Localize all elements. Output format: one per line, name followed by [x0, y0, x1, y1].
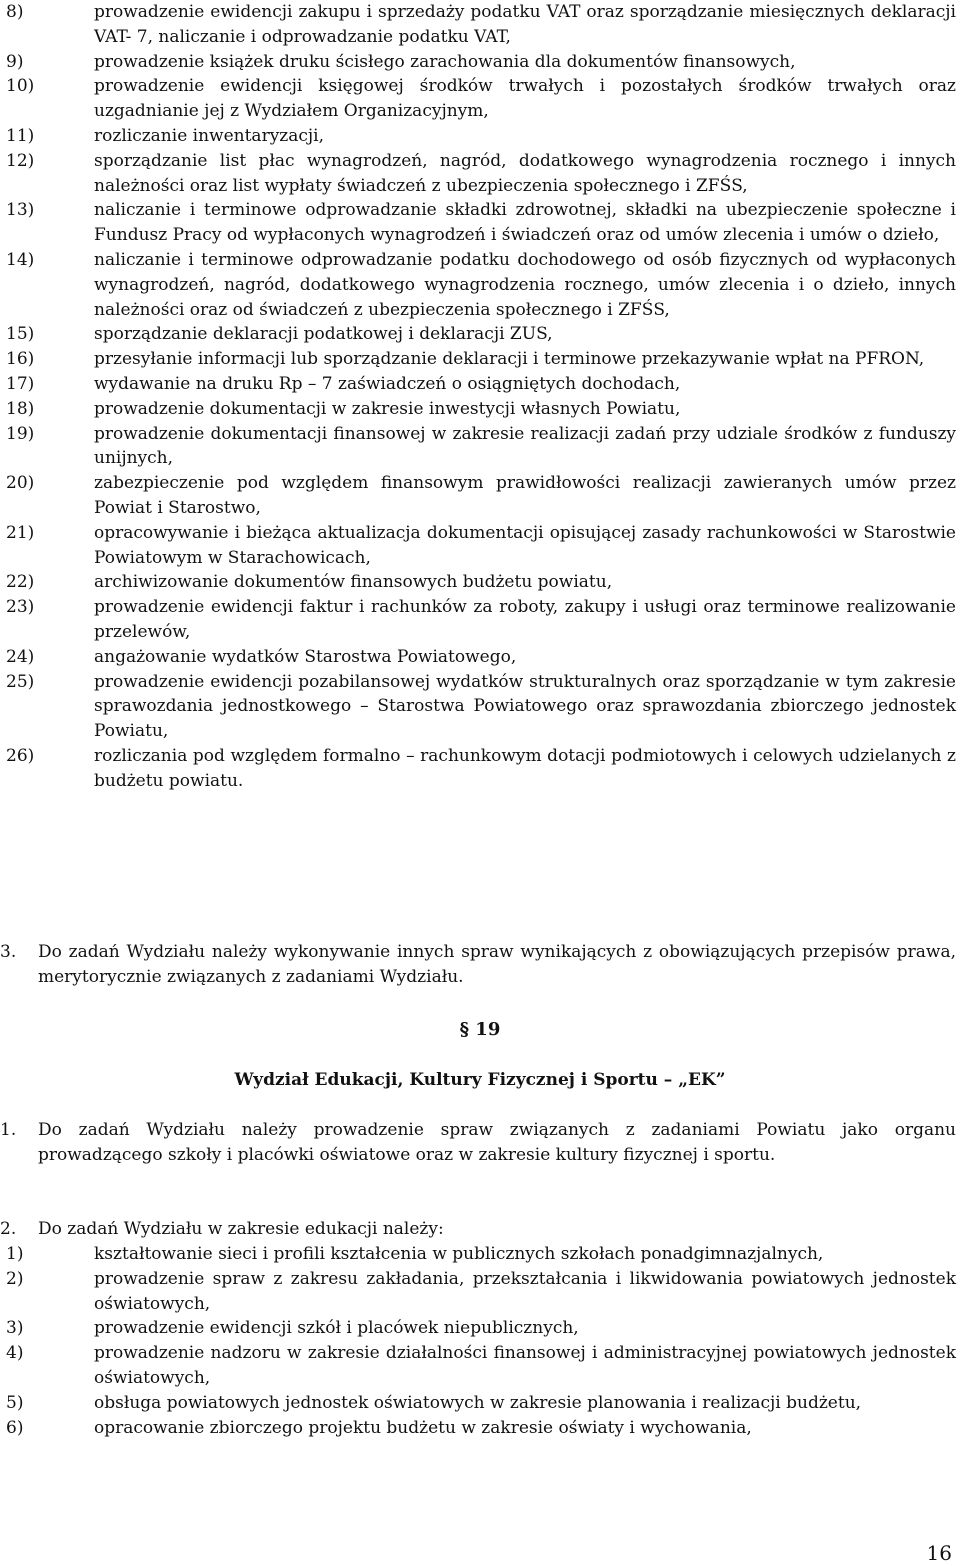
- list-item: [0, 50, 956, 75]
- list-item-text: przesyłanie informacji lub sporządzanie deklaracji i terminowe przekazywanie wpłat na PFRON,: [94, 349, 925, 370]
- list-item-number: 10): [6, 76, 35, 97]
- list-item: [0, 471, 956, 521]
- list-item: [0, 74, 956, 124]
- list-item-text: opracowanie zbiorczego projektu budżetu w zakresie oświaty i wychowania,: [94, 1417, 752, 1438]
- list-item-text: wydawanie na druku Rp – 7 zaświadczeń o osiągniętych dochodach,: [94, 373, 681, 394]
- list-item-number: 1): [6, 1244, 24, 1264]
- list-item: [0, 372, 956, 397]
- list-item-number: 19): [6, 423, 35, 444]
- list-item-text: naliczanie i terminowe odprowadzanie podatku dochodowego od osób fizycznych od wypłaconych wynagrodzeń, nagród, dodatkowego wynagrodzenia rocznego, umów zlecenia i o dzieło, innych należności oraz od świadczeń z ubezpieczenia społecznego i ZFŚS,: [94, 249, 956, 320]
- list-item: [0, 521, 956, 571]
- list-item: [0, 0, 956, 50]
- list-item-number: 25): [6, 671, 35, 692]
- list-item-text: prowadzenie ewidencji faktur i rachunków za roboty, zakupy i usługi oraz terminowe realizowanie przelewów,: [94, 597, 956, 642]
- list-item-number: 15): [6, 324, 35, 345]
- paragraph-text: Do zadań Wydziału należy wykonywanie innych spraw wynikających z obowiązujących przepisów prawa, merytorycznie związanych z zadaniami Wydziału.: [38, 942, 956, 987]
- list-item-text: prowadzenie ewidencji zakupu i sprzedaży podatku VAT oraz sporządzanie miesięcznych deklaracji VAT- 7, naliczanie i odprowadzanie podatku VAT,: [94, 2, 956, 47]
- list-item-text: rozliczania pod względem formalno – rachunkowym dotacji podmiotowych i celowych udzielanych z budżetu powiatu.: [94, 745, 956, 791]
- list-item-number: 4): [6, 1343, 24, 1364]
- list-item-text: zabezpieczenie pod względem finansowym prawidłowości realizacji zawieranych umów przez Powiat i Starostwo,: [94, 473, 956, 518]
- list-item: [0, 124, 956, 149]
- list-item-text: prowadzenie książek druku ścisłego zarachowania dla dokumentów finansowych,: [94, 51, 796, 72]
- list-item-text: opracowywanie i bieżąca aktualizacja dokumentacji opisującej zasady rachunkowości w Starostwie Powiatowym w Starachowicach,: [94, 522, 956, 568]
- list-item-text: rozliczanie inwentaryzacji,: [94, 125, 325, 146]
- list-item-number: 16): [6, 349, 35, 370]
- list-item-number: 14): [6, 249, 35, 270]
- list-item-number: 12): [6, 150, 35, 171]
- list-item: [0, 645, 956, 670]
- list-item: [0, 670, 956, 744]
- list-item-number: 20): [6, 473, 35, 494]
- list-item-number: 21): [6, 522, 35, 543]
- list-item-text: archiwizowanie dokumentów finansowych budżetu powiatu,: [94, 572, 613, 593]
- list-item: [0, 570, 956, 595]
- list-item-text: obsługa powiatowych jednostek oświatowych w zakresie planowania i realizacji budżetu,: [94, 1392, 862, 1413]
- list-item-number: 8): [6, 2, 24, 22]
- list-item-number: 18): [6, 398, 35, 419]
- list-item-number: 13): [6, 200, 35, 221]
- list-item: [0, 397, 956, 422]
- list-item-number: 5): [6, 1392, 24, 1413]
- list-item-number: 6): [6, 1417, 24, 1438]
- list-item: [0, 347, 956, 372]
- list-item-number: 2): [6, 1268, 24, 1289]
- list-item-number: 22): [6, 572, 35, 593]
- paragraph-text: Do zadań Wydziału w zakresie edukacji należy:: [38, 1219, 444, 1239]
- list-item: [0, 1416, 956, 1441]
- list-item-text: prowadzenie ewidencji szkół i placówek niepublicznych,: [94, 1318, 579, 1339]
- paragraph-1: [0, 1118, 956, 1168]
- list-item-number: 11): [6, 125, 35, 146]
- section-title: Wydział Edukacji, Kultury Fizycznej i Sportu – „EK”: [234, 1070, 726, 1090]
- list-item-text: naliczanie i terminowe odprowadzanie składki zdrowotnej, składki na ubezpieczenie społeczne i Fundusz Pracy od wypłaconych wynagrodzeń i świadczeń oraz od umów zlecenia i umów o dzieło,: [94, 200, 956, 246]
- list-item: [0, 149, 956, 199]
- list-item: [0, 1391, 956, 1416]
- list-item: [0, 595, 956, 645]
- paragraph-3: [0, 940, 956, 990]
- list-item-text: prowadzenie dokumentacji w zakresie inwestycji własnych Powiatu,: [94, 398, 681, 419]
- paragraph-number: 1.: [0, 1120, 17, 1140]
- list-item: [0, 1267, 956, 1317]
- list-item: [0, 198, 956, 248]
- list-item-number: 24): [6, 646, 35, 667]
- paragraph-number: 3.: [0, 942, 17, 962]
- list-item: [0, 422, 956, 472]
- list-item-text: sporządzanie list płac wynagrodzeń, nagród, dodatkowego wynagrodzenia rocznego i innych należności oraz list wypłaty świadczeń z ubezpieczenia społecznego i ZFŚS,: [94, 150, 956, 196]
- paragraph-text: Do zadań Wydziału należy prowadzenie spraw związanych z zadaniami Powiatu jako organu prowadzącego szkoły i placówki oświatowe oraz w zakresie kultury fizycznej i sportu.: [38, 1120, 956, 1165]
- list-item-text: sporządzanie deklaracji podatkowej i deklaracji ZUS,: [94, 324, 553, 345]
- list-item: [0, 744, 956, 794]
- list-item-text: prowadzenie ewidencji księgowej środków trwałych i pozostałych środków trwałych oraz uzgadnianie jej z Wydziałem Organizacyjnym,: [94, 76, 956, 122]
- list-item-number: 17): [6, 373, 35, 394]
- list-item-text: prowadzenie dokumentacji finansowej w zakresie realizacji zadań przy udziale środków z funduszy unijnych,: [94, 423, 956, 469]
- paragraph-number: 2.: [0, 1219, 17, 1239]
- list-item-text: prowadzenie spraw z zakresu zakładania, przekształcania i likwidowania powiatowych jednostek oświatowych,: [94, 1268, 956, 1314]
- list-item: [0, 248, 956, 322]
- list-item-text: prowadzenie nadzoru w zakresie działalności finansowej i administracyjnej powiatowych jednostek oświatowych,: [94, 1343, 956, 1388]
- paragraph-2: [0, 1217, 956, 1242]
- list-item: [0, 322, 956, 347]
- list-item-number: 9): [6, 51, 24, 72]
- section-paragraph-mark: § 19: [459, 1019, 501, 1040]
- list-item: [0, 1341, 956, 1391]
- list-item-text: kształtowanie sieci i profili kształcenia w publicznych szkołach ponadgimnazjalnych,: [94, 1244, 824, 1264]
- list-item: [0, 1316, 956, 1341]
- page-number: 16: [926, 1541, 952, 1565]
- list-item-number: 23): [6, 597, 35, 618]
- education-task-list: [0, 1242, 960, 1440]
- list-item: [0, 1242, 956, 1267]
- list-item-number: 26): [6, 745, 35, 766]
- list-item-text: prowadzenie ewidencji pozabilansowej wydatków strukturalnych oraz sporządzanie w tym zakresie sprawozdania jednostkowego – Starostwa Powiatowego oraz sprawozdania zbiorczego jednostek Powiatu,: [94, 671, 956, 742]
- list-item-number: 3): [6, 1318, 24, 1339]
- list-item-text: angażowanie wydatków Starostwa Powiatowego,: [94, 646, 517, 667]
